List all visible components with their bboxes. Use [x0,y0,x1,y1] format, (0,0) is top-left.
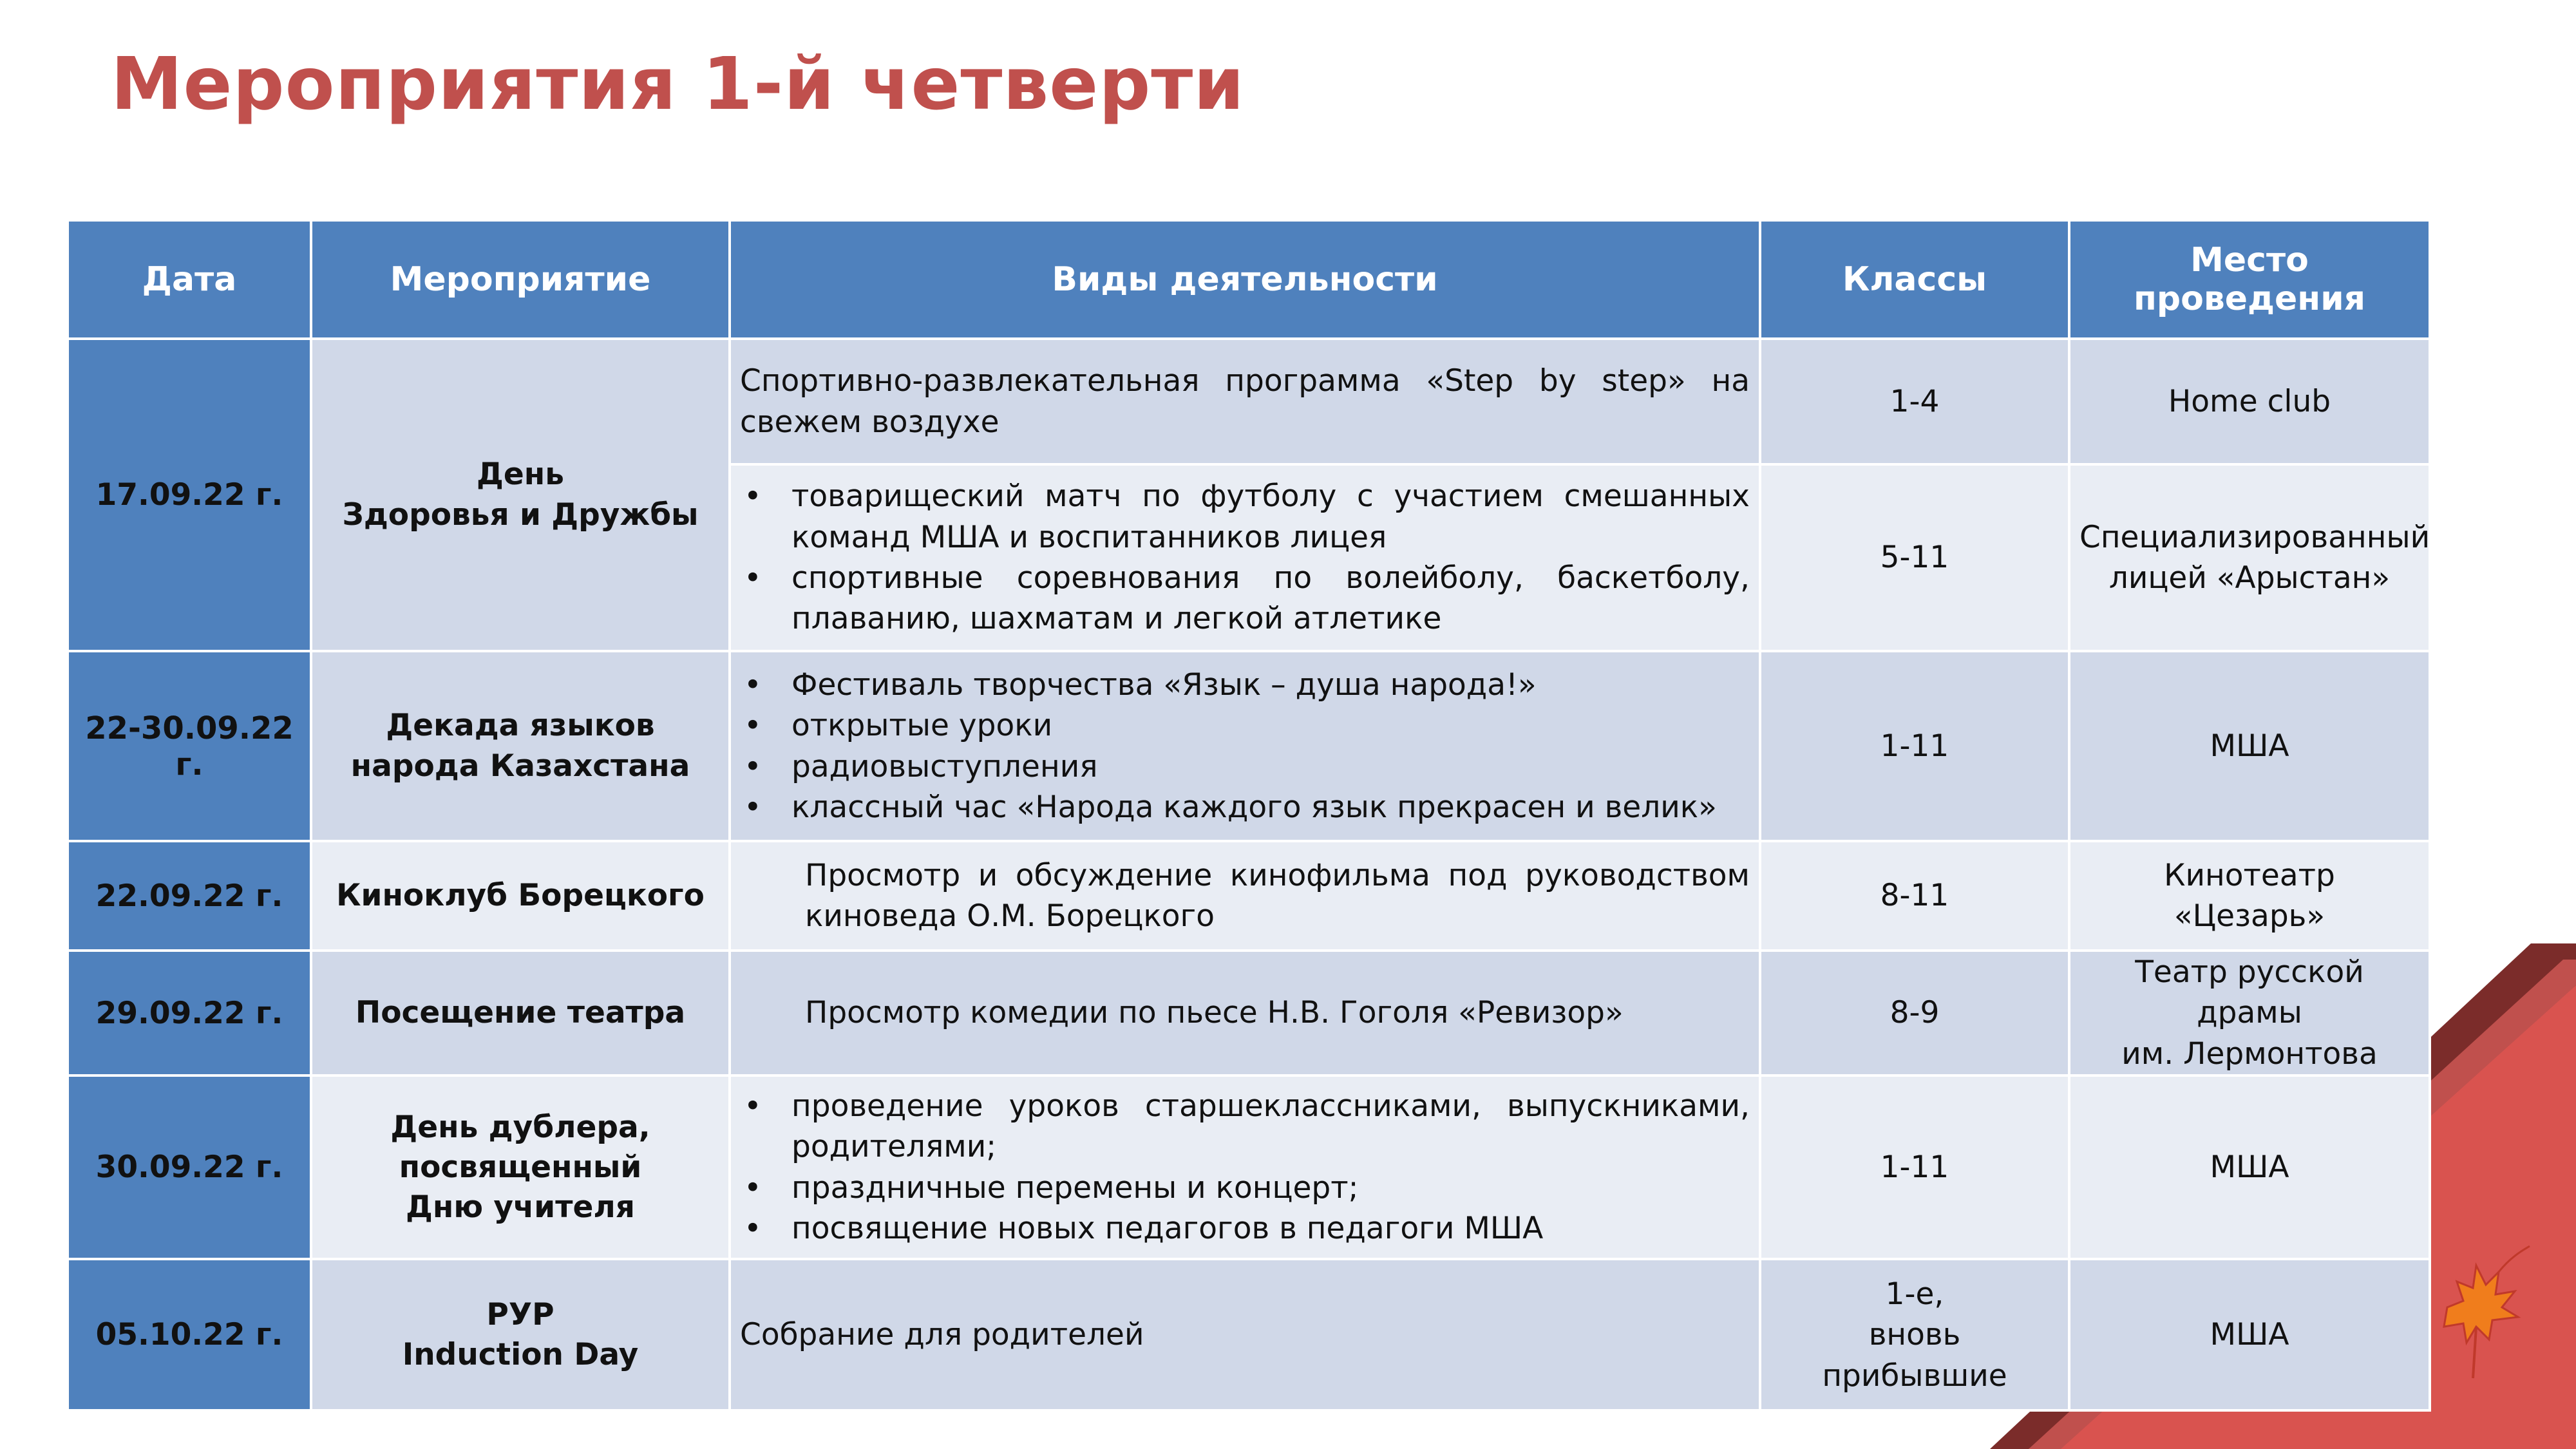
place-line: «Цезарь» [2174,898,2325,934]
activity-list [740,665,1750,828]
header-date: Дата [68,220,311,339]
event-name-line: Декада языков [386,708,655,744]
event-cell [311,339,730,651]
place-line: Специализированный [2079,519,2430,555]
list-item: • открытые уроки [791,705,1750,746]
grades-cell: 1-4 [1760,339,2069,464]
place-line: им. Лермонтова [2121,1036,2378,1072]
activity-cell [730,1075,1760,1259]
list-item: • спортивные соревнования по волейболу, баскетболу, плаванию, шахматам и легкой атлетике [791,558,1750,639]
table-header-row [68,220,2430,339]
list-item: • классный час «Народа каждого язык прекрасен и велик» [791,787,1750,828]
place-cell [2069,841,2430,951]
date-cell: 17.09.22 г. [68,339,311,651]
grades-line: прибывшие [1822,1358,2007,1394]
table-row [68,1075,2430,1259]
activity-cell [730,464,1760,651]
grades-line: 1-е, [1885,1276,1944,1312]
event-name-line: Дню учителя [406,1189,635,1225]
grades-line: вновь [1868,1317,1961,1353]
table-row [68,951,2430,1075]
activity-cell [730,651,1760,841]
activity-cell: Собрание для родителей [730,1259,1760,1410]
list-item: • праздничные перемены и концерт; [791,1168,1750,1208]
event-cell [311,1075,730,1259]
place-cell [2069,464,2430,651]
table-row [68,339,2430,464]
list-item: • товарищеский матч по футболу с участием смешанных команд МША и воспитанников лицея [791,476,1750,558]
grades-cell: 5-11 [1760,464,2069,651]
table-row [68,651,2430,841]
grades-cell: 8-9 [1760,951,2069,1075]
header-event: Мероприятие [311,220,730,339]
event-name-line: народа Казахстана [350,748,690,784]
event-cell [311,651,730,841]
date-cell: 30.09.22 г. [68,1075,311,1259]
date-cell: 29.09.22 г. [68,951,311,1075]
activity-list [740,1086,1750,1249]
event-name-line: Здоровья и Дружбы [342,497,699,533]
place-cell [2069,951,2430,1075]
date-cell: 22.09.22 г. [68,841,311,951]
place-cell: МША [2069,1259,2430,1410]
event-name-line: Induction Day [402,1336,639,1372]
event-name-line: РУР [486,1296,554,1332]
list-item: • радиовыступления [791,746,1750,787]
events-table [66,219,2431,1412]
place-line: Театр русской драмы [2135,954,2364,1031]
list-item: • проведение уроков старшеклассниками, выпускниками, родителями; [791,1086,1750,1168]
grades-cell [1760,1259,2069,1410]
page-title: Мероприятия 1-й четверти [111,43,1245,126]
place-cell: МША [2069,1075,2430,1259]
activity-cell: Просмотр и обсуждение кинофильма под руководством киноведа О.М. Борецкого [730,841,1760,951]
table-row [68,1259,2430,1410]
place-line: Кинотеатр [2164,857,2335,893]
date-cell: 22-30.09.22 г. [68,651,311,841]
header-place: Место проведения [2069,220,2430,339]
list-item: • Фестиваль творчества «Язык – душа народа!» [791,665,1750,705]
place-cell: Home club [2069,339,2430,464]
table-row [68,841,2430,951]
header-grades: Классы [1760,220,2069,339]
place-line: лицей «Арыстан» [2108,560,2391,596]
grades-cell: 1-11 [1760,651,2069,841]
event-cell: Посещение театра [311,951,730,1075]
activity-cell: Просмотр комедии по пьесе Н.В. Гоголя «Ревизор» [730,951,1760,1075]
grades-cell: 1-11 [1760,1075,2069,1259]
event-name-line: День [477,457,564,493]
grades-cell: 8-11 [1760,841,2069,951]
event-name-line: День дублера, [390,1109,650,1145]
place-cell: МША [2069,651,2430,841]
header-activities: Виды деятельности [730,220,1760,339]
event-cell: Киноклуб Борецкого [311,841,730,951]
activity-list [740,476,1750,639]
list-item: • посвящение новых педагогов в педагоги МША [791,1208,1750,1249]
maple-leaf-icon [2428,1211,2531,1391]
date-cell: 05.10.22 г. [68,1259,311,1410]
event-cell [311,1259,730,1410]
activity-cell: Спортивно-развлекательная программа «Step by step» на свежем воздухе [730,339,1760,464]
event-name-line: посвященный [399,1149,642,1185]
